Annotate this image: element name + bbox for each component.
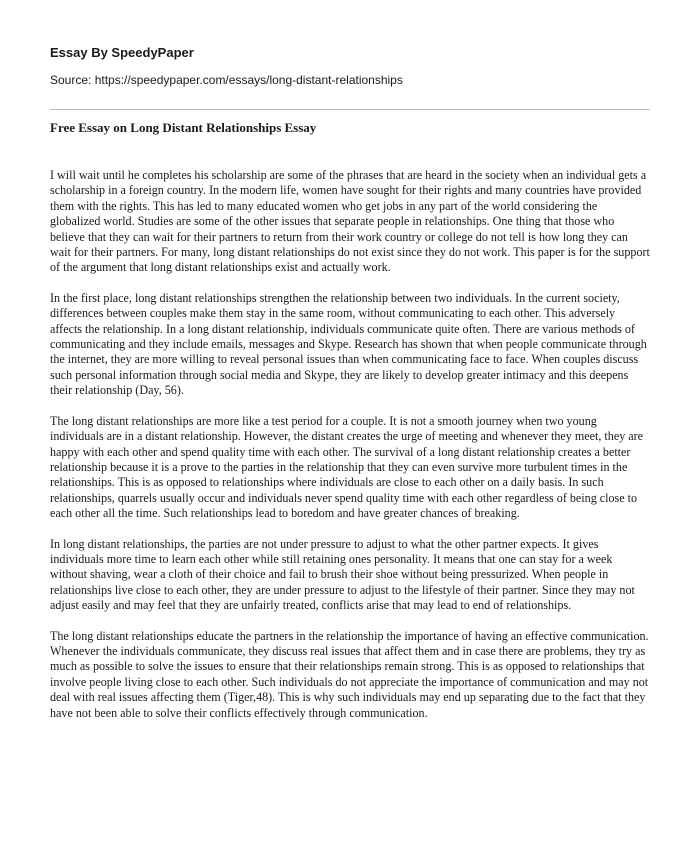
source-line: Source: https://speedypaper.com/essays/long-distant-relationships (50, 73, 403, 87)
header-divider (50, 109, 650, 110)
essay-title: Free Essay on Long Distant Relationships Essay (50, 120, 317, 135)
publisher-title: Essay By SpeedyPaper (50, 45, 194, 60)
essay-body (50, 168, 650, 736)
paragraph: I will wait until he completes his scholarship are some of the phrases that are heard in the society when an individual gets a scholarship in a foreign country. In the modern life, women have sought for their rights and many countries have provided them with the rights. This has led to many educated women who get jobs in any part of the world considering the globalized world. Studies are some of the other issues that separate people in relationships. One thing that those who believe that they can wait for their partners to return from their work country or college do not tell is how long they can wait for their partners. For many, long distant relationships do not exist since they do not work. This paper is for the support of the argument that long distant relationships exist and actually work. (50, 168, 650, 275)
paragraph: The long distant relationships are more like a test period for a couple. It is not a smooth journey when two young individuals are in a distant relationship. However, the distant creates the urge of meeting and whenever they meet, they are happy with each other and spend quality time with each other. The survival of a long distant relationship creates a better relationship because it is a prove to the parties in the relationship that they can even survive more turbulent times in the relationships. This is as opposed to relationships where individuals are close to each other on a daily basis. In such relationships, quarrels usually occur and individuals never spend quality time with each other regardless of being close to each other all the time. Such relationships lead to boredom and have greater chances of breaking. (50, 413, 644, 521)
paragraph: In the first place, long distant relationships strengthen the relationship between two individuals. In the current society, differences between couples make them stay in the same room, without communicating to each other. This adversely affects the relationship. In a long distant relationship, individuals communicate quite often. There are various methods of communicating and they include emails, messages and Skype. Research has shown that when people communicate through the internet, they are more willing to reveal personal issues than when communicating face to face. When couples discuss such personal information through social media and Skype, they are likely to develop greater intimacy and this deepens their relationship (Day, 56). (50, 290, 647, 398)
paragraph: In long distant relationships, the parties are not under pressure to adjust to what the other partner expects. It gives individuals more time to learn each other while still retaining ones personality. It means that one can stay for a week without shaving, wear a cloth of their choice and fail to brush their shoe without being pressurized. When people in relationships live close to each other, they are under pressure to adjust to the lifestyle of their partner. Since they may not adjust easily and may feel that they are unfairly treated, conflicts arise that may lead to end of relationships. (50, 536, 635, 613)
paragraph: The long distant relationships educate the partners in the relationship the importance of having an effective communication. Whenever the individuals communicate, they discuss real issues that affect them and in case there are problems, they try as much as possible to solve the issues to ensure that their relationships remain strong. This is as opposed to relationships that involve people living close to each other. Such individuals do not appreciate the importance of communication and may not deal with real issues affecting them (Tiger,48). This is why such individuals may end up separating due to the fact that they have not been able to solve their conflicts effectively through communication. (50, 628, 649, 720)
